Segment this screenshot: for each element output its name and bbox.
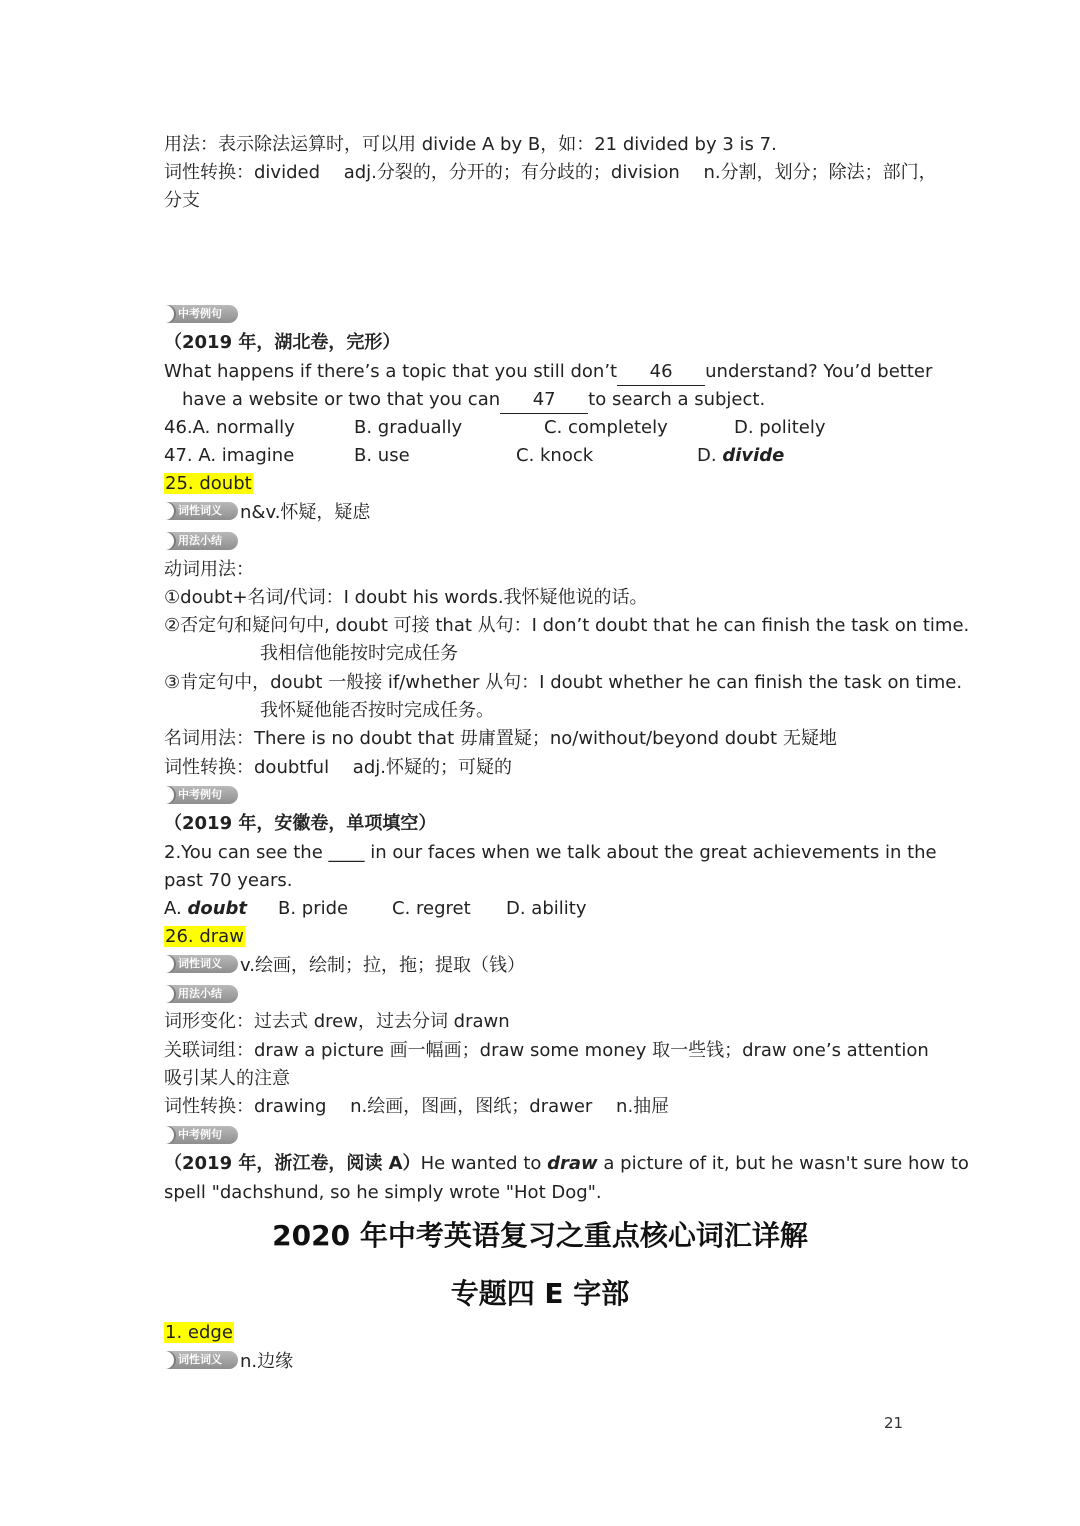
page-number: 21 [884,1414,904,1432]
word-heading: 1. edge [165,1322,233,1343]
divide-usage-line: 用法：表示除法运算时，可以用 divide A by B，如：21 divided by 3 is 7. [164,134,777,155]
answer-blank: ____ [328,842,365,863]
example-question-line: past 70 years. [164,870,293,891]
example-source: （2019 年，安徽卷，单项填空） [164,813,437,834]
exam-example-badge: 中考例句 [164,1126,238,1144]
word-meaning-line: 词性词义 v.绘画，绘制；拉，拖；提取（钱） [164,953,525,979]
chapter-title: 2020 年中考英语复习之重点核心词汇详解 [272,1219,808,1252]
example-sentence-line: spell "dachshund, so he simply wrote "Hot Dog". [164,1182,602,1203]
option: B. gradually [354,417,463,438]
word-phrases-cont: 吸引某人的注意 [164,1068,290,1089]
example-question-line: 2.You can see the ____ in our faces when we talk about the great achievements in the [164,842,937,863]
usage-item: ②否定句和疑问句中, doubt 可接 that 从句：I don’t doubt that he can finish the task on time. [164,615,970,636]
divide-conversion-line-cont: 分支 [164,190,200,211]
word-heading: 26. draw [165,926,244,947]
meaning-badge: 词性词义 [164,502,238,520]
word-meaning-line: 词性词义 n&v.怀疑，疑虑 [164,500,370,526]
option: 47. A. imagine [164,445,295,466]
example-question-line: What happens if there’s a topic that you still don’t 46 understand? You’d better [164,359,932,386]
option: 46.A. normally [164,417,295,438]
example-question-line: have a website or two that you can 47 to search a subject. [182,387,765,414]
noun-usage: 名词用法：There is no doubt that 毋庸置疑；no/without/beyond doubt 无疑地 [164,728,837,749]
option: D. divide [697,445,785,466]
word-meaning-line: 词性词义 n.边缘 [164,1349,293,1375]
usage-translation: 我怀疑他能否按时完成任务。 [260,700,494,721]
usage-title: 动词用法： [164,559,254,580]
option: D. politely [734,417,826,438]
meaning-badge: 词性词义 [164,955,238,973]
usage-badge: 用法小结 [164,532,238,550]
exam-example-badge: 中考例句 [164,305,238,323]
exam-example-badge: 中考例句 [164,786,238,804]
word-forms: 词形变化：过去式 drew，过去分词 drawn [164,1011,510,1032]
usage-item: ①doubt+名词/代词：I doubt his words.我怀疑他说的话。 [164,587,648,608]
meaning-badge: 词性词义 [164,1351,238,1369]
option: C. knock [516,445,594,466]
option: D. ability [506,898,587,919]
word-phrases: 关联词组：draw a picture 画一幅画；draw some money 取一些钱；draw one’s attention [164,1040,929,1061]
option: B. pride [278,898,349,919]
word-conversion: 词性转换：doubtful adj.怀疑的；可疑的 [164,757,512,778]
usage-badge: 用法小结 [164,985,238,1003]
chapter-subtitle: 专题四 E 字部 [450,1277,630,1310]
usage-translation: 我相信他能按时完成任务 [260,643,458,664]
divide-conversion-line: 词性转换：divided adj.分裂的，分开的；有分歧的；division n.分割，划分；除法；部门， [164,162,937,183]
option: A. doubt [164,898,248,919]
answer-blank: 46 [617,359,705,386]
option: C. regret [392,898,471,919]
option: B. use [354,445,410,466]
example-sentence-line: （2019 年，浙江卷，阅读 A）He wanted to draw a picture of it, but he wasn't sure how to [164,1153,969,1174]
word-conversion: 词性转换：drawing n.绘画，图画，图纸；drawer n.抽屉 [164,1096,670,1117]
word-heading: 25. doubt [165,473,252,494]
example-source: （2019 年，湖北卷，完形） [164,332,401,353]
answer-blank: 47 [500,387,588,414]
option: C. completely [544,417,668,438]
usage-item: ③肯定句中，doubt 一般接 if/whether 从句：I doubt whether he can finish the task on time. [164,672,963,693]
